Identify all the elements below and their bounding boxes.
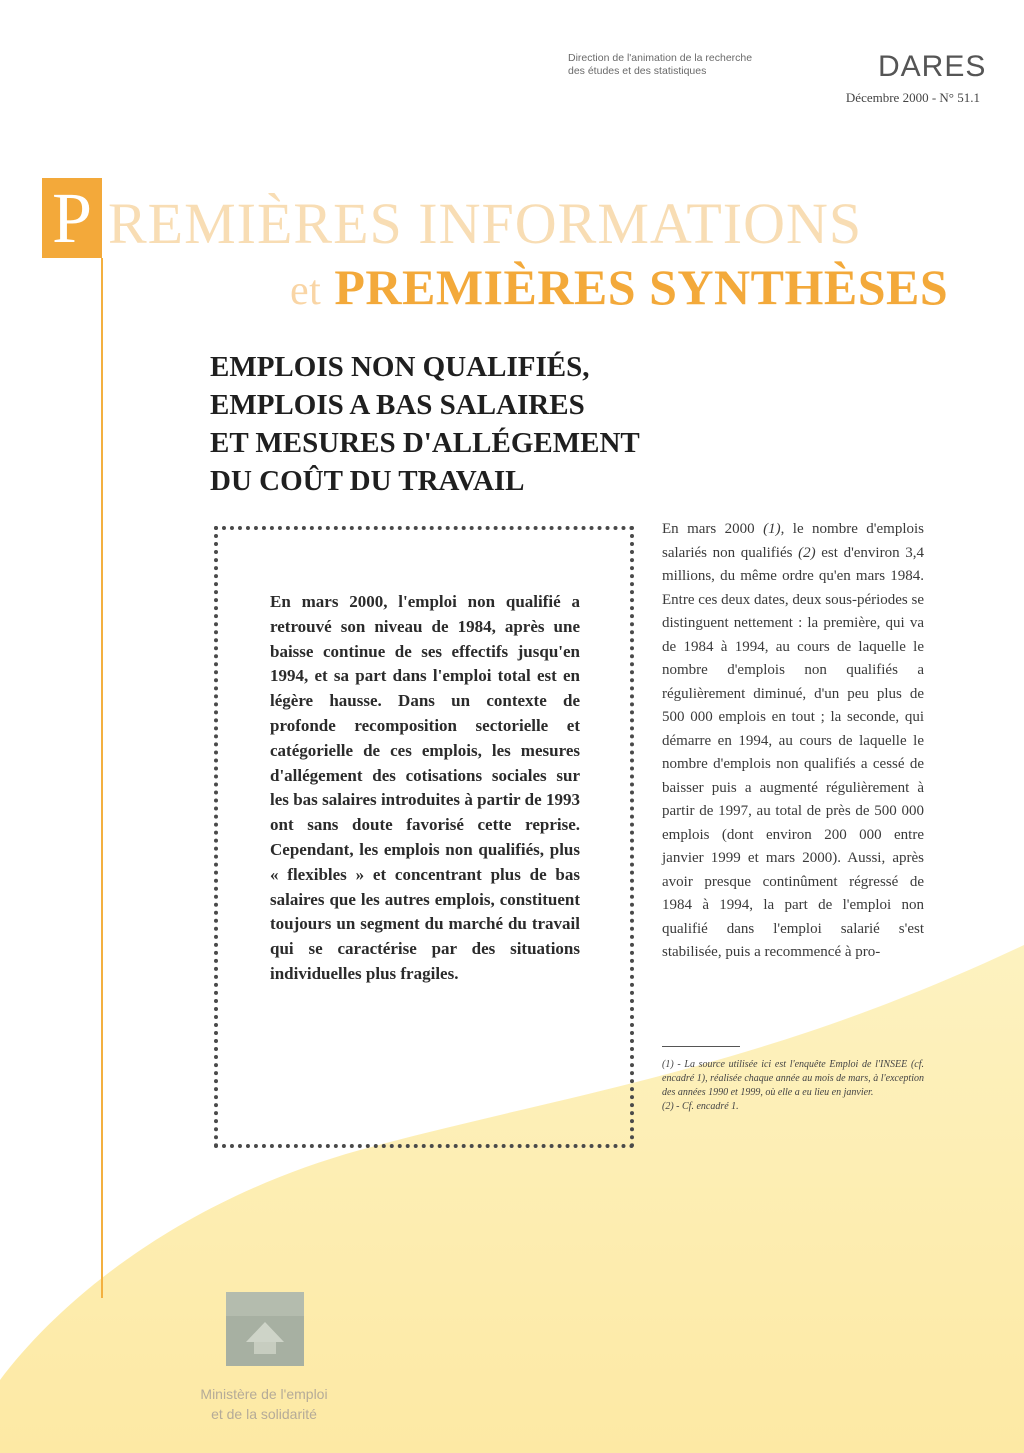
vertical-rule xyxy=(101,258,103,1298)
article-title xyxy=(210,348,730,500)
series-title-line1: REMIÈRES INFORMATIONS xyxy=(108,191,863,256)
ministry-name: Ministère de l'emploi et de la solidarité xyxy=(200,1386,328,1422)
series-main: PREMIÈRES SYNTHÈSES xyxy=(334,259,949,315)
dares-logo-text: DARES xyxy=(878,50,987,83)
issue-date: Décembre 2000 - N° 51.1 xyxy=(845,90,980,105)
title-line: EMPLOIS A BAS SALAIRES xyxy=(210,389,585,421)
footnote-2: (2) - Cf. encadré 1. xyxy=(662,1101,739,1112)
series-initial-box: P xyxy=(42,178,102,258)
title-line: DU COÛT DU TRAVAIL xyxy=(210,465,525,497)
series-title-line2 xyxy=(290,258,948,316)
series-et: et xyxy=(290,268,322,314)
ministry-emblem-icon xyxy=(226,1292,304,1366)
footnote-rule xyxy=(662,1046,740,1047)
footnote-1: (1) - La source utilisée ici est l'enquête Emploi de l'INSEE (cf. encadré 1), réalisée chaque année au mois de mars, à l'exception des années 1990 et 1999, où elle a eu lieu en janvier. xyxy=(662,1059,924,1098)
body-paragraph: En mars 2000 (1), le nombre d'emplois salariés non qualifiés (2) est d'environ 3,4 millions, du même ordre qu'en mars 1984. Entre ces deux dates, deux sous-périodes se distinguent nettement : la première, qui va de 1984 à 1994, au cours de laquelle le nombre d'emplois non qualifiés a régulièrement diminué, d'un peu plus de 500 000 emplois en tout ; la seconde, qui démarre en 1994, au cours de laquelle le nombre d'emplois non qualifiés a cessé de baisser puis a augmenté régulièrement à partir de 1997, au total de près de 500 000 emplois (dont environ 200 000 entre janvier 1999 et mars 2000). Aussi, après avoir presque continûment régressé de 1984 à 1994, la part de l'emploi non qualifié dans l'emploi salarié s'est stabilisée, puis a recommencé à pro- xyxy=(662,521,925,960)
abstract-text: En mars 2000, l'emploi non qualifié a retrouvé son niveau de 1984, après une baisse continue de ses effectifs jusqu'en 1994, et sa part dans l'emploi total est en légère hausse. Dans un contexte de profonde recomposition sectorielle et catégorielle de ces emplois, les mesures d'allégement des cotisations sociales sur les bas salaires introduites à partir de 1993 ont sans doute favorisé cette reprise. Cependant, les emplois non qualifiés, plus « flexibles » et concentrant plus de bas salaires que les autres emplois, constituent toujours un segment du marché du travail qui se caractérise par des situations individuelles plus fragiles. xyxy=(270,592,580,983)
footnote-ref-2: (2) xyxy=(798,544,816,561)
title-line: EMPLOIS NON QUALIFIÉS, xyxy=(210,351,590,383)
footnote-ref-1: (1) xyxy=(763,521,781,537)
header-organization: Direction de l'animation de la recherche des études et des statistiques xyxy=(568,52,753,77)
footnotes xyxy=(662,1058,924,1114)
title-line: ET MESURES D'ALLÉGEMENT xyxy=(210,427,640,459)
ministry-logo xyxy=(226,1292,304,1366)
